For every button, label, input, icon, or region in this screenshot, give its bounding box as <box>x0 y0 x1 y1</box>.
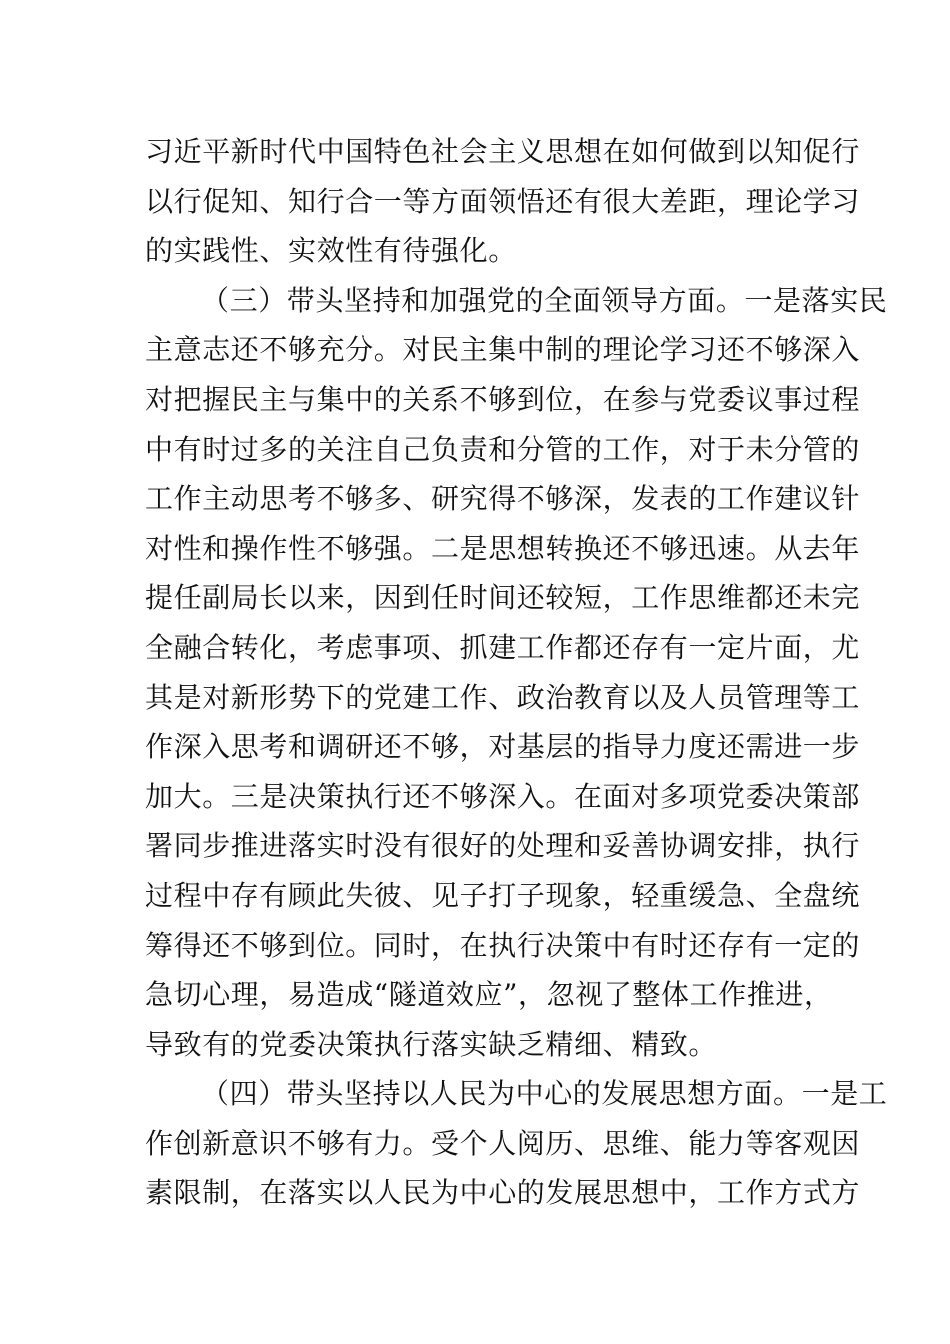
text-line: 筹得还不够到位。同时，在执行决策中有时还存有一定的 <box>145 928 861 962</box>
text-line: 其是对新形势下的党建工作、政治教育以及人员管理等工 <box>145 680 861 714</box>
text-line: 习近平新时代中国特色社会主义思想在如何做到以知促行 <box>145 135 861 168</box>
text-line: 过程中存有顾此失彼、见子打子现象，轻重缓急、全盘统 <box>145 878 861 912</box>
body-text <box>145 127 888 1218</box>
text-line: 加大。三是决策执行还不够深入。在面对多项党委决策部 <box>145 779 861 813</box>
section-heading-line: （四）带头坚持以人民为中心的发展思想方面。一是工 <box>201 1077 888 1111</box>
section-heading-line: （三）带头坚持和加强党的全面领导方面。一是落实民 <box>201 283 888 317</box>
text-line: 作创新意识不够有力。受个人阅历、思维、能力等客观因 <box>145 1126 861 1160</box>
text-line: 的实践性、实效性有待强化。 <box>145 234 517 268</box>
text-line: 全融合转化，考虑事项、抓建工作都还存有一定片面，尤 <box>145 630 861 664</box>
text-line: 工作主动思考不够多、研究得不够深，发表的工作建议针 <box>145 482 861 516</box>
text-line: 对把握民主与集中的关系不够到位，在参与党委议事过程 <box>145 382 861 416</box>
text-line: 以行促知、知行合一等方面领悟还有很大差距，理论学习 <box>145 184 861 218</box>
text-line: 署同步推进落实时没有很好的处理和妥善协调安排，执行 <box>145 829 861 863</box>
text-line: 急切心理，易造成“隧道效应”，忽视了整体工作推进， <box>145 978 833 1012</box>
text-line: 作深入思考和调研还不够，对基层的指导力度还需进一步 <box>145 730 861 764</box>
text-line: 对性和操作性不够强。二是思想转换还不够迅速。从去年 <box>145 531 861 565</box>
text-line: 主意志还不够充分。对民主集中制的理论学习还不够深入 <box>145 333 861 367</box>
text-line: 素限制，在落实以人民为中心的发展思想中，工作方式方 <box>145 1176 861 1210</box>
text-line: 提任副局长以来，因到任时间还较短，工作思维都还未完 <box>145 581 861 615</box>
text-line: 导致有的党委决策执行落实缺乏精细、精致。 <box>145 1027 718 1061</box>
text-line: 中有时过多的关注自己负责和分管的工作，对于未分管的 <box>145 432 861 466</box>
